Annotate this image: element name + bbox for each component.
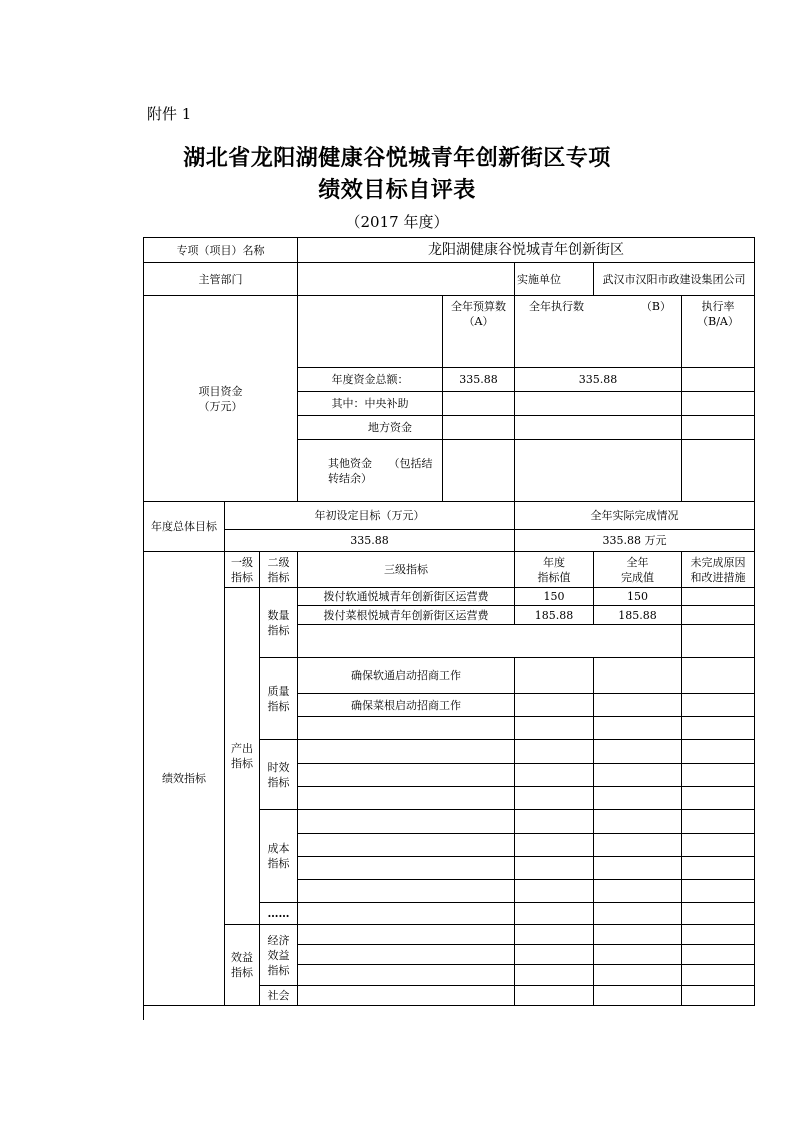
cost-row-annual (515, 880, 594, 903)
fund-row-budget (443, 392, 515, 416)
quality-row-annual (515, 694, 594, 717)
perf-header-level2: 二级 指标 (260, 552, 298, 588)
funds-label: 项目资金 （万元） (144, 296, 298, 502)
executed-header-label: 全年执行数 (529, 300, 584, 313)
quality-row-complete (594, 717, 682, 740)
rate-header: 执行率 （B/A） (682, 296, 755, 368)
quantity-row-annual: 150 (515, 588, 594, 606)
fund-row-label: 地方资金 (298, 416, 443, 440)
cost-row-reason (682, 834, 755, 857)
page-title: 湖北省龙阳湖健康谷悦城青年创新街区专项 (183, 146, 611, 171)
social-indicator-label: 社会 (260, 986, 298, 1006)
time-row-reason (682, 740, 755, 764)
ellipsis-row-reason (682, 903, 755, 925)
quantity-row-name: 拨付软通悦城青年创新街区运营费 (298, 588, 515, 606)
quantity-row-reason (682, 588, 755, 606)
annual-goal-set-value: 335.88 (225, 530, 515, 552)
quantity-row-name: 拨付菜根悦城青年创新街区运营费 (298, 606, 515, 625)
benefit-indicator-label: 效益 指标 (225, 925, 260, 1006)
self-evaluation-table (143, 237, 755, 1020)
econ-row-reason (682, 945, 755, 965)
cost-row-reason (682, 880, 755, 903)
cost-row-name (298, 834, 515, 857)
cost-row-complete (594, 880, 682, 903)
fund-row-budget (443, 416, 515, 440)
cost-row-annual (515, 810, 594, 834)
time-row-name (298, 740, 515, 764)
project-name-label: 专项（项目）名称 (144, 238, 298, 263)
quality-row-name: 确保软通启动招商工作 (298, 658, 515, 694)
econ-row-reason (682, 965, 755, 986)
quality-row-reason (682, 717, 755, 740)
annual-goal-set-header: 年初设定目标（万元） (225, 502, 515, 530)
cost-row-name (298, 810, 515, 834)
fund-row-budget: 335.88 (443, 368, 515, 392)
quality-row-complete (594, 694, 682, 717)
executed-header (515, 296, 682, 368)
quantity-row-complete: 150 (594, 588, 682, 606)
annual-goal-actual-value: 335.88 万元 (515, 530, 755, 552)
dept-value (298, 263, 515, 296)
perf-header-level3: 三级指标 (298, 552, 515, 588)
fund-row-rate (682, 392, 755, 416)
page-subtitle: 绩效目标自评表 (318, 178, 476, 203)
fund-row-rate (682, 416, 755, 440)
time-indicator-label: 时效 指标 (260, 740, 298, 810)
quality-indicator-label: 质量 指标 (260, 658, 298, 740)
quality-row-name (298, 717, 515, 740)
quality-row-reason (682, 658, 755, 694)
fund-row-executed: 335.88 (515, 368, 682, 392)
time-row-reason (682, 764, 755, 787)
fund-row-budget (443, 440, 515, 502)
time-row-annual (515, 764, 594, 787)
fund-row-label: 年度资金总额： (298, 368, 443, 392)
cost-indicator-label: 成本 指标 (260, 810, 298, 903)
perf-label: 绩效指标 (144, 552, 225, 1006)
year-label: （2017 年度） (345, 213, 449, 231)
social-row-reason (682, 986, 755, 1006)
attachment-label: 附件 1 (147, 105, 192, 123)
time-row-name (298, 764, 515, 787)
econ-row-annual (515, 925, 594, 945)
fund-row-label: 其他资金 （包括结转结余） (298, 440, 443, 502)
annual-goal-label: 年度总体目标 (144, 502, 225, 552)
time-row-reason (682, 787, 755, 810)
cost-row-annual (515, 834, 594, 857)
econ-row-annual (515, 965, 594, 986)
impl-unit-label: 实施单位 (515, 263, 594, 296)
time-row-complete (594, 787, 682, 810)
quality-row-name: 确保菜根启动招商工作 (298, 694, 515, 717)
quantity-row-blank (298, 625, 682, 658)
social-row-annual (515, 986, 594, 1006)
cost-row-complete (594, 810, 682, 834)
cost-row-complete (594, 857, 682, 880)
time-row-complete (594, 764, 682, 787)
time-row-complete (594, 740, 682, 764)
econ-row-complete (594, 965, 682, 986)
executed-header-mark: （B） (640, 300, 671, 313)
perf-header-annual: 年度 指标值 (515, 552, 594, 588)
time-row-annual (515, 787, 594, 810)
quality-row-complete (594, 658, 682, 694)
cost-row-name (298, 857, 515, 880)
ellipsis-row-annual (515, 903, 594, 925)
quality-row-annual (515, 717, 594, 740)
fund-row-executed (515, 392, 682, 416)
econ-indicator-label: 经济 效益 指标 (260, 925, 298, 986)
quality-row-reason (682, 694, 755, 717)
quantity-row-annual: 185.88 (515, 606, 594, 625)
econ-row-name (298, 965, 515, 986)
social-row-name (298, 986, 515, 1006)
fund-row-rate (682, 368, 755, 392)
quality-row-annual (515, 658, 594, 694)
cost-row-name (298, 880, 515, 903)
fund-row-executed (515, 440, 682, 502)
fund-row-executed (515, 416, 682, 440)
quantity-row-reason (682, 625, 755, 658)
econ-row-annual (515, 945, 594, 965)
perf-header-level1: 一级 指标 (225, 552, 260, 588)
cost-row-reason (682, 810, 755, 834)
econ-row-complete (594, 925, 682, 945)
time-row-name (298, 787, 515, 810)
cost-row-reason (682, 857, 755, 880)
perf-header-reason: 未完成原因 和改进措施 (682, 552, 755, 588)
cost-row-complete (594, 834, 682, 857)
fund-row-rate (682, 440, 755, 502)
econ-row-reason (682, 925, 755, 945)
quantity-indicator-label: 数量 指标 (260, 588, 298, 658)
econ-row-complete (594, 945, 682, 965)
quantity-row-reason (682, 606, 755, 625)
econ-row-name (298, 925, 515, 945)
social-row-complete (594, 986, 682, 1006)
fund-row-label: 其中：中央补助 (298, 392, 443, 416)
funds-header-blank (298, 296, 443, 368)
output-indicator-label: 产出 指标 (225, 588, 260, 925)
cost-row-annual (515, 857, 594, 880)
ellipsis-row-name (298, 903, 515, 925)
project-name-value: 龙阳湖健康谷悦城青年创新街区 (298, 238, 755, 263)
annual-goal-actual-header: 全年实际完成情况 (515, 502, 755, 530)
econ-row-name (298, 945, 515, 965)
quantity-row-complete: 185.88 (594, 606, 682, 625)
perf-header-complete: 全年 完成值 (594, 552, 682, 588)
dept-label: 主管部门 (144, 263, 298, 296)
budget-header: 全年预算数 （A） (443, 296, 515, 368)
ellipsis-row-complete (594, 903, 682, 925)
impl-unit-value: 武汉市汉阳市政建设集团公司 (594, 263, 755, 296)
time-row-annual (515, 740, 594, 764)
ellipsis-label: …… (260, 903, 298, 925)
